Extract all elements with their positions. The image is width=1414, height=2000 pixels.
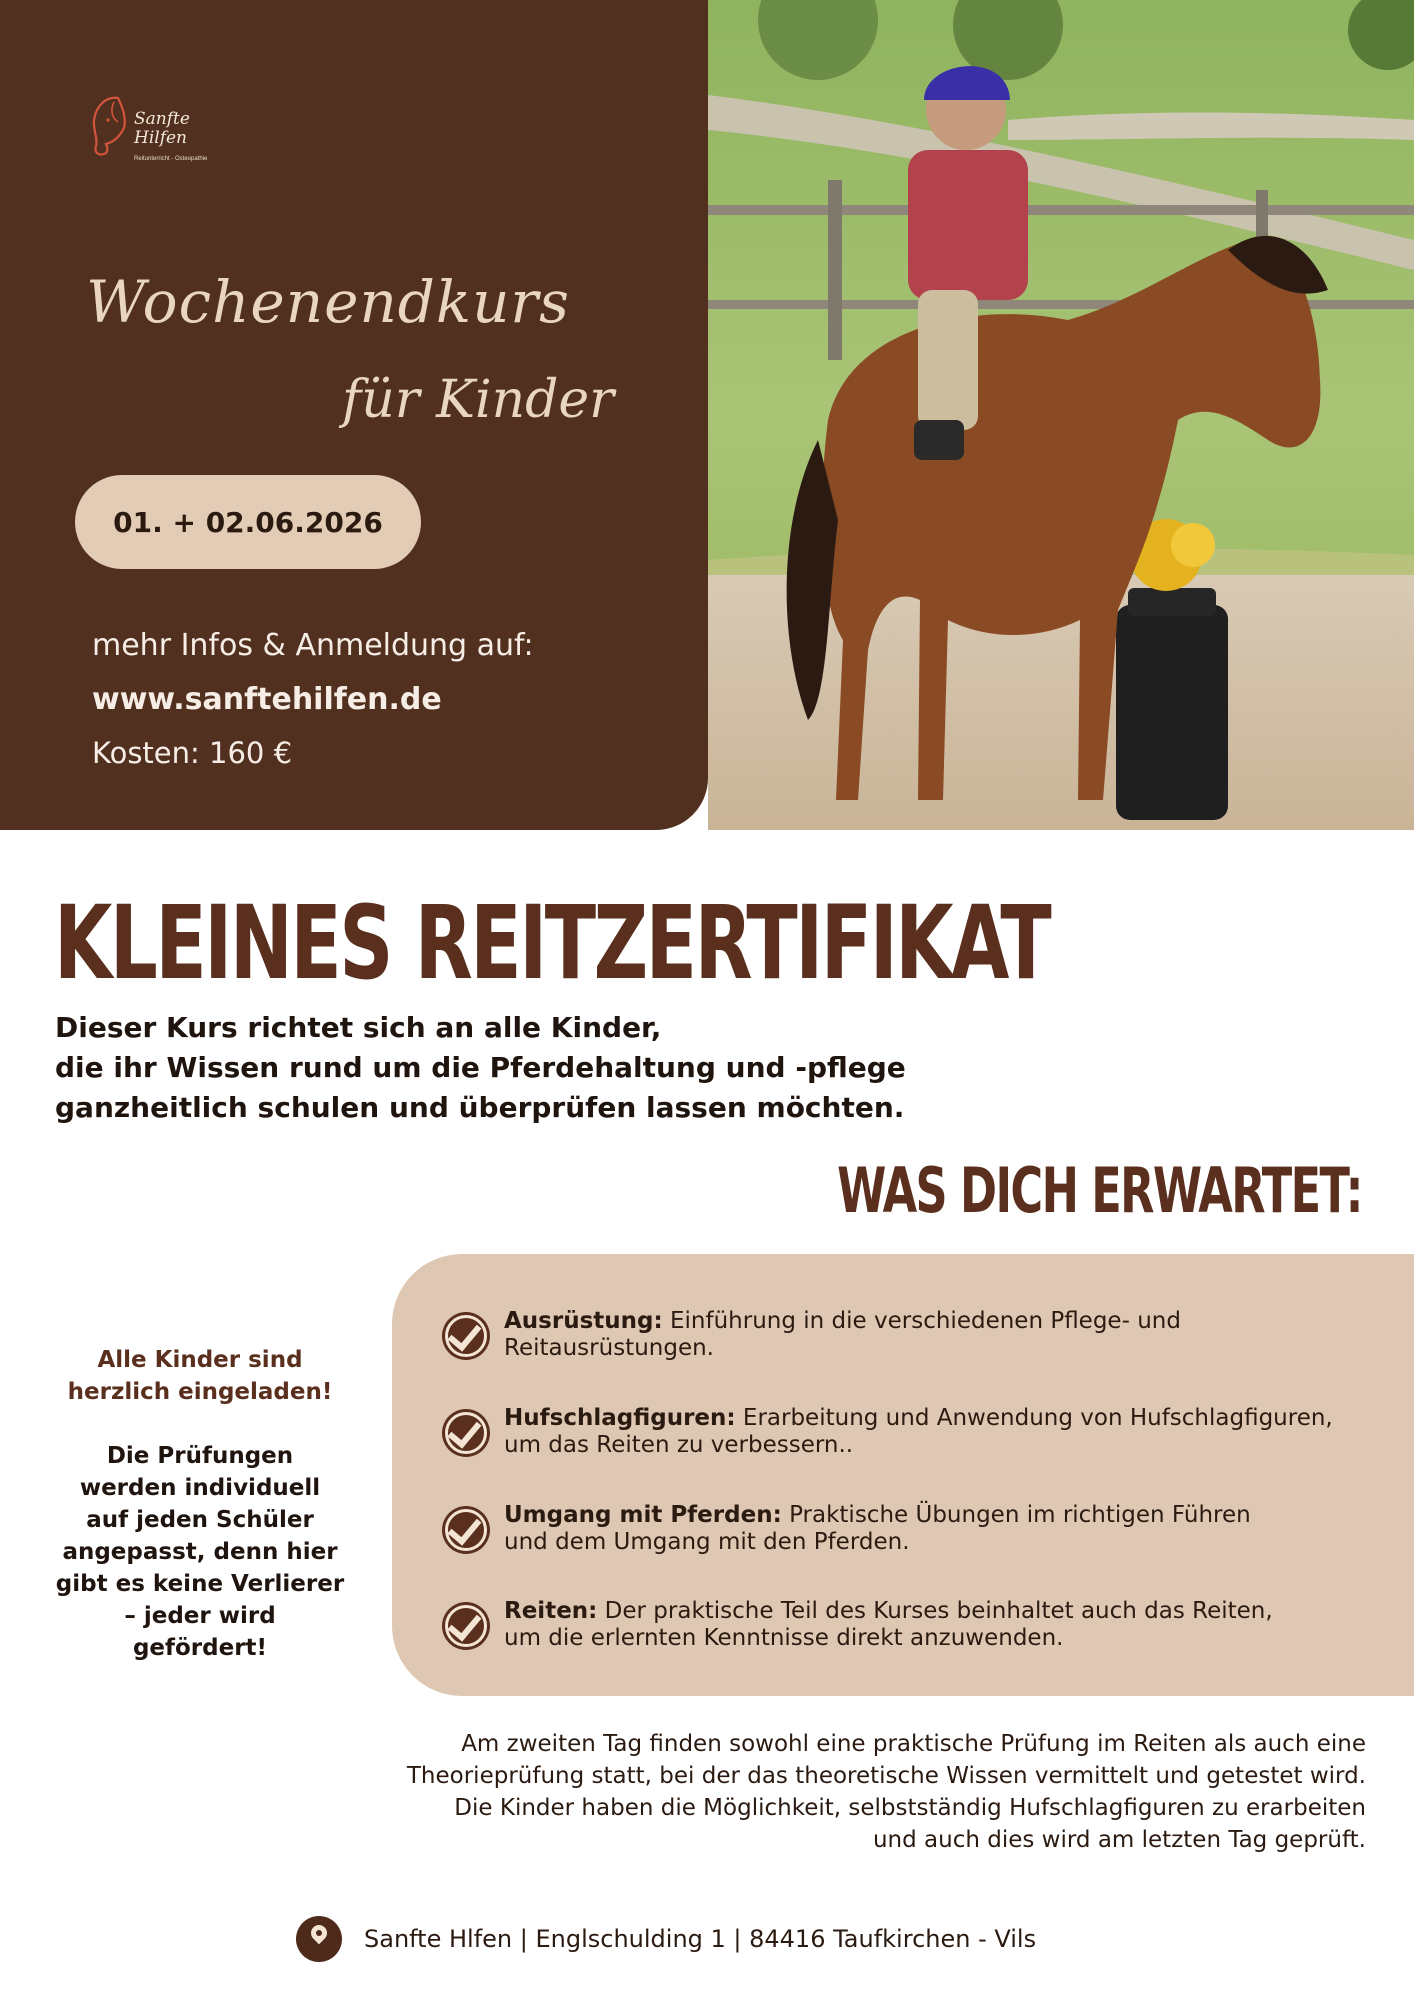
feature-text: [504, 1308, 1181, 1362]
logo-wordmark: Sanfte Hilfen: [134, 109, 190, 148]
invite-note: [54, 1344, 346, 1408]
closing-paragraph: [407, 1728, 1366, 1856]
feature-desc: Reitausrüstungen.: [504, 1335, 714, 1361]
feature-desc: und dem Umgang mit den Pferden.: [504, 1529, 910, 1555]
feature-text: [504, 1405, 1333, 1459]
side-note: [54, 1344, 346, 1664]
script-title-line1: Wochenendkurs: [86, 268, 570, 336]
location-pin-icon: [296, 1916, 342, 1962]
check-circle-icon: [442, 1312, 490, 1360]
website-link[interactable]: www.sanftehilfen.de: [92, 682, 442, 717]
intro-text: [55, 1008, 906, 1128]
hero-photo: [708, 0, 1414, 830]
feature-text: [504, 1598, 1273, 1652]
child-on-horse-photo: [708, 0, 1414, 830]
invite-line: herzlich eingeladen!: [67, 1379, 333, 1405]
exam-line: angepasst, denn hier: [62, 1539, 338, 1565]
feature-desc: Erarbeitung und Anwendung von Hufschlagfiguren,: [735, 1405, 1333, 1431]
exam-line: gibt es keine Verlierer: [55, 1571, 345, 1597]
section-heading-expectations: WAS DICH ERWARTET:: [837, 1154, 1362, 1227]
hero-panel: [0, 0, 708, 830]
address-text: Sanfte Hlfen | Englschulding 1 | 84416 Taufkirchen - Vils: [364, 1925, 1037, 1953]
check-circle-icon: [442, 1409, 490, 1457]
exam-line: werden individuell: [79, 1475, 321, 1501]
closing-line: Die Kinder haben die Möglichkeit, selbstständig Hufschlagfiguren zu erarbeiten: [454, 1795, 1366, 1821]
exam-note: [54, 1440, 346, 1664]
date-badge: 01. + 02.06.2026: [75, 475, 421, 569]
feature-desc: Praktische Übungen im richtigen Führen: [781, 1502, 1251, 1528]
script-title-line2: für Kinder: [342, 370, 615, 430]
course-cost: Kosten: 160 €: [92, 736, 293, 770]
check-circle-icon: [442, 1506, 490, 1554]
exam-line: auf jeden Schüler: [86, 1507, 314, 1533]
feature-desc: Der praktische Teil des Kurses beinhaltet auch das Reiten,: [597, 1598, 1273, 1624]
closing-line: und auch dies wird am letzten Tag geprüft.: [872, 1827, 1366, 1853]
page-title: KLEINES REITZERTIFIKAT: [54, 884, 1050, 1003]
feature-label: Reiten:: [504, 1598, 598, 1624]
exam-line: – jeder wird gefördert!: [124, 1603, 276, 1661]
exam-line: Die Prüfungen: [106, 1443, 294, 1469]
check-circle-icon: [442, 1602, 490, 1650]
feature-desc: um das Reiten zu verbessern..: [504, 1432, 854, 1458]
info-label: mehr Infos & Anmeldung auf:: [92, 628, 534, 663]
feature-desc: Einführung in die verschiedenen Pflege- und: [662, 1308, 1181, 1334]
feature-label: Hufschlagfiguren:: [504, 1405, 736, 1431]
intro-line: Dieser Kurs richtet sich an alle Kinder,: [55, 1011, 662, 1044]
feature-label: Umgang mit Pferden:: [504, 1502, 782, 1528]
feature-desc: um die erlernten Kenntnisse direkt anzuwenden.: [504, 1625, 1064, 1651]
feature-label: Ausrüstung:: [504, 1308, 663, 1334]
closing-line: Theorieprüfung statt, bei der das theoretische Wissen vermittelt und getestet wird.: [406, 1763, 1366, 1789]
intro-line: ganzheitlich schulen und überprüfen lassen möchten.: [55, 1091, 905, 1124]
logo-tagline: Reitunterricht - Osteopathie: [134, 156, 208, 162]
invite-line: Alle Kinder sind: [97, 1347, 303, 1373]
brand-logo: [84, 90, 214, 170]
intro-line: die ihr Wissen rund um die Pferdehaltung und -pflege: [55, 1051, 906, 1084]
features-panel: [392, 1254, 1414, 1696]
footer-address: [296, 1916, 1036, 1962]
feature-text: [504, 1502, 1251, 1556]
closing-line: Am zweiten Tag finden sowohl eine praktische Prüfung im Reiten als auch eine: [461, 1731, 1366, 1757]
